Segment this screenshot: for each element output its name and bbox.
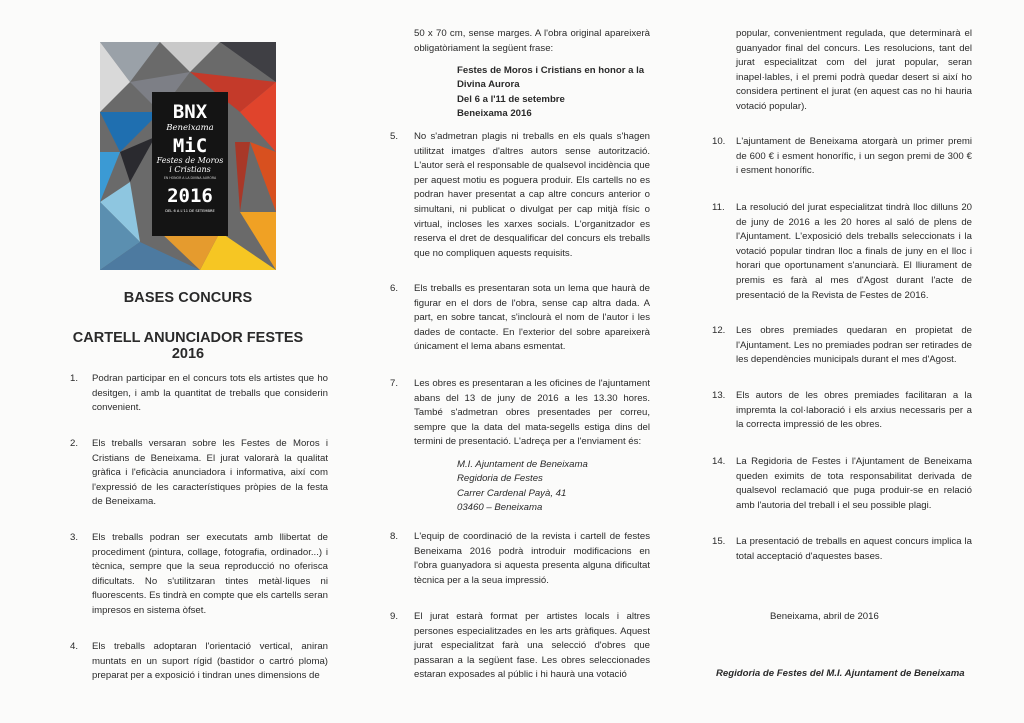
rule-text: Les obres es presentaran a les oficines de l'ajuntament abans del 13 de juny de 2016 a les 13.30 hores. També s'admetran obres presentades per correu, sempre que la data del mata-segells estiga dins del termini de presentació. L'adreça per a l'enviament és: bbox=[414, 378, 650, 448]
phrase-line: Festes de Moros i Cristians en honor a la bbox=[457, 65, 645, 76]
rule-item bbox=[712, 135, 972, 179]
rule-number: 1. bbox=[70, 373, 79, 384]
rule-item bbox=[390, 530, 650, 588]
rule-item bbox=[712, 455, 972, 513]
address-line: 03460 – Beneixama bbox=[457, 502, 543, 514]
rule-item bbox=[712, 535, 972, 564]
rule-item bbox=[712, 324, 972, 368]
rule-item bbox=[712, 201, 972, 303]
rule-text: L'ajuntament de Beneixama atorgarà un primer premi de 600 € i esment honorífic, i un segon premi de 300 € i esment honorífic. bbox=[736, 136, 972, 177]
rule-continuation: popular, convenientment regulada, que determinarà el guanyador final del concurs. Les resolucions, tant del jurat especialitzat com del jurat popular, seran inapel·lables, i el premi podrà quedar desert si així ho considera pertinent el jurat (en aquest cas no hi hauria votació popular). bbox=[736, 28, 972, 112]
address-line: M.I. Ajuntament de Beneixama bbox=[457, 459, 588, 470]
document-subtitle: CARTELL ANUNCIADOR FESTES 2016 bbox=[72, 330, 304, 362]
rule-text: Les obres premiades quedaran en propietat de l'Ajuntament. Les no premiades podran ser retirades de les dependències municipals durant el mes d'Agost. bbox=[736, 325, 972, 366]
rule-number: 6. bbox=[390, 283, 399, 294]
document-signature: Regidoria de Festes del M.I. Ajuntament de Beneixama bbox=[716, 668, 965, 679]
rule-number: 11. bbox=[712, 202, 725, 213]
rule-text: Els autors de les obres premiades facilitaran a la impremta la col·laboració i els arxius necessaris per a la correcta impressió de les obres. bbox=[736, 390, 972, 431]
rule-text: La presentació de treballs en aquest concurs implica la total acceptació d'aquestes bases. bbox=[736, 536, 972, 562]
poster-line7: 2016 bbox=[167, 185, 213, 207]
poster-line6: EN HONOR A LA DIVINA AURORA bbox=[163, 176, 217, 180]
rule-text: Podran participar en el concurs tots els artistes que ho desitgen, i amb la quantitat de treballs que considerin convenient. bbox=[92, 373, 328, 414]
poster-line3: MiC bbox=[172, 135, 208, 157]
rule-text: Els treballs es presentaran sota un lema que haurà de figurar en el dors de l'obra, sense cap altra dada. A part, en sobre tancat, s'inclourà el nom de l'autor i les dades de contacte. En l'exterior del sobre apareixerà únicament el lema abans esmentat. bbox=[414, 283, 650, 353]
rule-number: 14. bbox=[712, 456, 726, 467]
rule-item bbox=[70, 640, 328, 684]
phrase-line: Divina Aurora bbox=[457, 79, 520, 91]
poster-line4: Festes de Moros bbox=[156, 156, 224, 165]
rule-item bbox=[712, 389, 972, 433]
rule-text: La resolució del jurat especialitzat tindrà lloc dilluns 20 de juny de 2016 a les 20 hores al saló de plens de l'Ajuntament. L'exposició dels treballs seleccionats i la votació popular tindran lloc a finals de juny en el lloc i horari que oportunament s'anunciarà. El lliurament de premis es farà al mes d'Agost durant l'acte de presentació de la Revista de Festes de 2016. bbox=[736, 202, 972, 301]
rule-text: La Regidoria de Festes i l'Ajuntament de Beneixama queden eximits de tota responsabilitat derivada de qualsevol reclamació que puga produir-se en relació amb l'autoria del treball i el seu possible plagi. bbox=[736, 456, 972, 511]
rule-item bbox=[70, 531, 328, 619]
document-title: BASES CONCURS bbox=[123, 290, 253, 306]
rule-number: 7. bbox=[390, 378, 399, 389]
rule-item bbox=[70, 372, 328, 416]
required-phrase bbox=[457, 64, 657, 122]
rule-number: 3. bbox=[70, 532, 79, 543]
postal-address bbox=[457, 458, 657, 516]
rule-text: No s'admetran plagis ni treballs en els quals s'hagen utilitzat imatges d'altres autors sense autorització. L'autor serà el responsable de qualsevol incidència que per aquest motiu es poguera produir. Els cartells no es podran haver presentat a cap altre concurs anterior o simultani, ni publicat o divulgat per cap mitjà físic o virtual, incloses les xarxes socials. L'organitzador es reserva el dret de desqualificar del concurs els treballs que no compliquen aquests requisits. bbox=[414, 131, 650, 259]
poster-line8: DEL 6 A L'11 DE SETEMBRE bbox=[165, 209, 215, 213]
phrase-line: Del 6 a l'11 de setembre bbox=[457, 93, 565, 105]
rule-number: 15. bbox=[712, 536, 726, 547]
poster-line5: i Cristians bbox=[169, 165, 211, 174]
rule-number: 13. bbox=[712, 390, 726, 401]
rule-text: Els treballs adoptaran l'orientació vertical, aniran muntats en un suport rígid (bastidor o cartró ploma) preparat per a exposició i tindran unes dimensions de bbox=[92, 641, 328, 682]
rule-item bbox=[390, 130, 650, 261]
festival-poster-image bbox=[100, 42, 276, 270]
rule-number: 10. bbox=[712, 136, 726, 147]
rule-item bbox=[70, 437, 328, 510]
rule-text: Els treballs podran ser executats amb llibertat de procediment (pintura, collage, fotografia, ordinador...) i tècnica, sempre que la seua reproducció no oferisca dificultats. No s'utilitzaran tintes metàl·liques ni fluorescents. Es tindrà en compte que els cartells seran impresos en sistema òfset. bbox=[92, 532, 328, 616]
rule-number: 2. bbox=[70, 438, 79, 449]
poster-line2: Beneixama bbox=[166, 123, 214, 133]
rule-continuation: 50 x 70 cm, sense marges. A l'obra original apareixerà obligatòriament la següent frase: bbox=[414, 28, 650, 54]
address-line: Carrer Cardenal Payà, 41 bbox=[457, 487, 567, 499]
rule-number: 5. bbox=[390, 131, 399, 142]
rule-item bbox=[390, 282, 650, 355]
poster-line1: BNX bbox=[172, 101, 208, 123]
rule-item bbox=[390, 377, 650, 450]
rule-text: Els treballs versaran sobre les Festes de Moros i Cristians de Beneixama. El jurat valorarà la qualitat gràfica i l'eficàcia anunciadora i informativa, així com l'expressió de les característiques pròpies de la festa de Beneixama. bbox=[92, 438, 328, 508]
rule-text: El jurat estarà format per artistes locals i altres persones especialitzades en les arts gràfiques. Aquest jurat especialitzat farà una selecció d'obres que passaran a la següent fase. Les obres seleccionades estaran exposades al públic i hi haurà una votació bbox=[414, 611, 650, 681]
rule-number: 9. bbox=[390, 611, 399, 622]
phrase-line: Beneixama 2016 bbox=[457, 108, 532, 120]
rule-number: 12. bbox=[712, 325, 726, 336]
rule-item bbox=[390, 610, 650, 683]
document-date: Beneixama, abril de 2016 bbox=[770, 611, 879, 622]
rule-text: L'equip de coordinació de la revista i cartell de festes Beneixama 2016 podrà introduir modificacions en l'obra guanyadora si aquesta presenta alguna dificultat tècnica per a la seua impressió. bbox=[414, 531, 650, 586]
rule-number: 4. bbox=[70, 641, 79, 652]
address-line: Regidoria de Festes bbox=[457, 473, 543, 485]
rule-number: 8. bbox=[390, 531, 399, 542]
